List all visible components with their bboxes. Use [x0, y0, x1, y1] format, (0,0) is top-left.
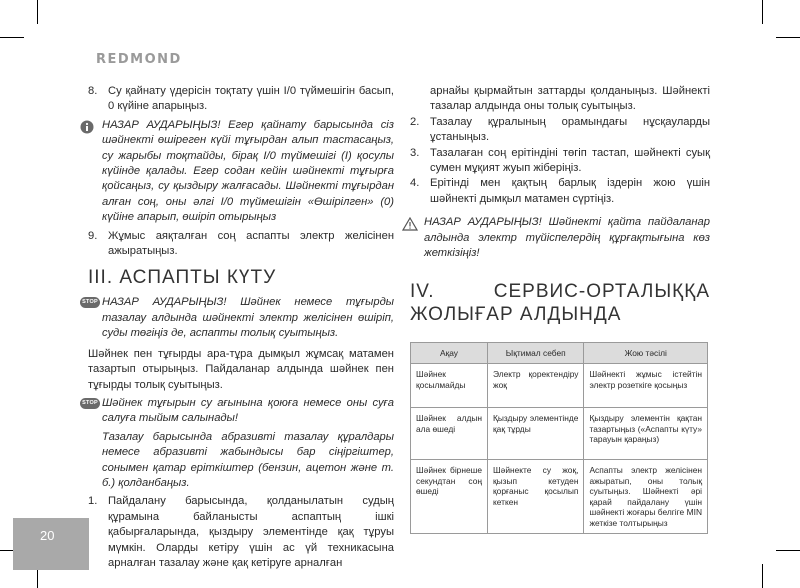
table-row: Шәйнек бірнеше секундтан соң өшеді Шәйнекте су жоқ, қызып кетуден қорғаныс қосылып кеткен Аспапты электр желісінен ажыратып, оны толық суытыңыз. Шәйнекті әрі қарай пайдалану үшін шәйнекті жоғары белгіге MIN жеткізе толтырыңыз	[411, 460, 708, 534]
list-item-8: 8. Су қайнату үдерісін тоқтату үшін I/0 түймешігін басып, 0 күйіне апарыңыз.	[88, 85, 394, 113]
stop-icon: STOP	[80, 297, 100, 308]
table-row: Шәйнек қосылмайды Электр қоректендіру жоқ Шәйнекті жұмыс істейтін электр розеткіге қосыңыз	[411, 364, 708, 408]
stop-note-1: STOP НАЗАР АУДАРЫҢЫЗ! Шәйнек немесе тұғырды тазалау алдында шәйнекті электр желісінен өшіріп, суды төгіңіз де, аспапты толық суытыңыз.	[88, 295, 394, 344]
page-tab	[13, 518, 89, 570]
brand-logo: REDMOND	[96, 52, 182, 67]
list-item-4: 4. Ерітінді мен қақтың барлық іздерін жою үшін шәйнекті дымқыл матамен сүртіңіз.	[410, 177, 710, 205]
info-icon	[80, 118, 102, 229]
col-header-cause: Ықтимал себеп	[488, 343, 584, 364]
list-item-1-continued: арнайы қырмайтын заттарды қолданыңыз. Шәйнекті тазалар алдында оны толық суытыңыз.	[430, 85, 710, 113]
warning-triangle-icon	[402, 215, 424, 264]
table-row: Шәйнек алдын ала өшеді Қыздыру элементінде қақ тұрды Қыздыру элементін қақтан тазартыңыз («Аспапты күту» тарауын қараңыз)	[411, 408, 708, 460]
page-number: 20	[40, 528, 55, 543]
stop-note-2: STOP Шәйнек тұғырын су ағынына қоюға немесе оны суға салуға тыйым салынады! Тазалау барысында абразивті тазалау құралдары немесе абразивті жабындысы бар сіңіргіштер, сонымен қатар еріткіштер (бензин, ацетон және т. б.) қолданбаңыз.	[88, 396, 394, 494]
section-heading-care: III. АСПАПТЫ КҮТУ	[88, 267, 277, 289]
warning-note-2: НАЗАР АУДАРЫҢЫЗ! Шәйнекті қайта пайдаланар алдында электр түйіспелердің құрғақтығына көз жеткізіңіз!	[410, 215, 710, 264]
right-column	[410, 84, 710, 534]
col-header-fault: Ақау	[411, 343, 488, 364]
troubleshooting-table	[410, 342, 708, 534]
warning-note: НАЗАР АУДАРЫҢЫЗ! Егер қайнату барысында сіз шәйнекті өшіреген күйі тұғырдан алып тастасаңыз, су жарыбы тоқтайды, бірақ I/0 түймешігі (I) қосулы күйінде қалады. Егер содан кейін шәйнекті тұғырға қойсаңыз, су қыздыру жалғасады. Шәйнекті тұғырдан алған соң, оны әлгі I/0 түймешігін «Өшірілген» (0) күйіне апарып, өшіріп отырыңыз	[88, 118, 394, 229]
care-paragraph: Шәйнек пен тұғырды ара-тұра дымқыл жұмсақ матамен тазартып отырыңыз. Пайдаланар алдында шәйнек пен тұғырды толық суытыңыз.	[88, 347, 394, 391]
left-column	[82, 84, 394, 571]
list-item-2: 2. Тазалау құралының орамындағы нұсқауларды ұстаныңыз.	[410, 115, 710, 144]
table-header-row	[411, 343, 708, 364]
list-item-9: 9. Жұмыс аяқталған соң аспапты электр желісінен ажыратыңыз.	[88, 229, 394, 258]
section-heading-service: IV. СЕРВИС-ОРТАЛЫҚҚА ЖОЛЫҒАР АЛДЫНДА	[410, 281, 710, 326]
col-header-solution: Жою тәсілі	[584, 343, 708, 364]
list-item-3: 3. Тазалаған соң ерітіндіні төгіп тастап, шәйнекті суық сумен мұқият жуып жіберіңіз.	[410, 146, 710, 175]
list-item-1: 1. Пайдалану барысында, қолданылатын судың құрамына байланысты аспаптың ішкі қабырғаларында, қыздыру элементінде қақ тұруы мүмкін. Оларды кетіру үшін ас үй техникасына арналған тазалау және қақ кетіруге арналған	[88, 495, 394, 569]
stop-icon: STOP	[80, 398, 100, 409]
